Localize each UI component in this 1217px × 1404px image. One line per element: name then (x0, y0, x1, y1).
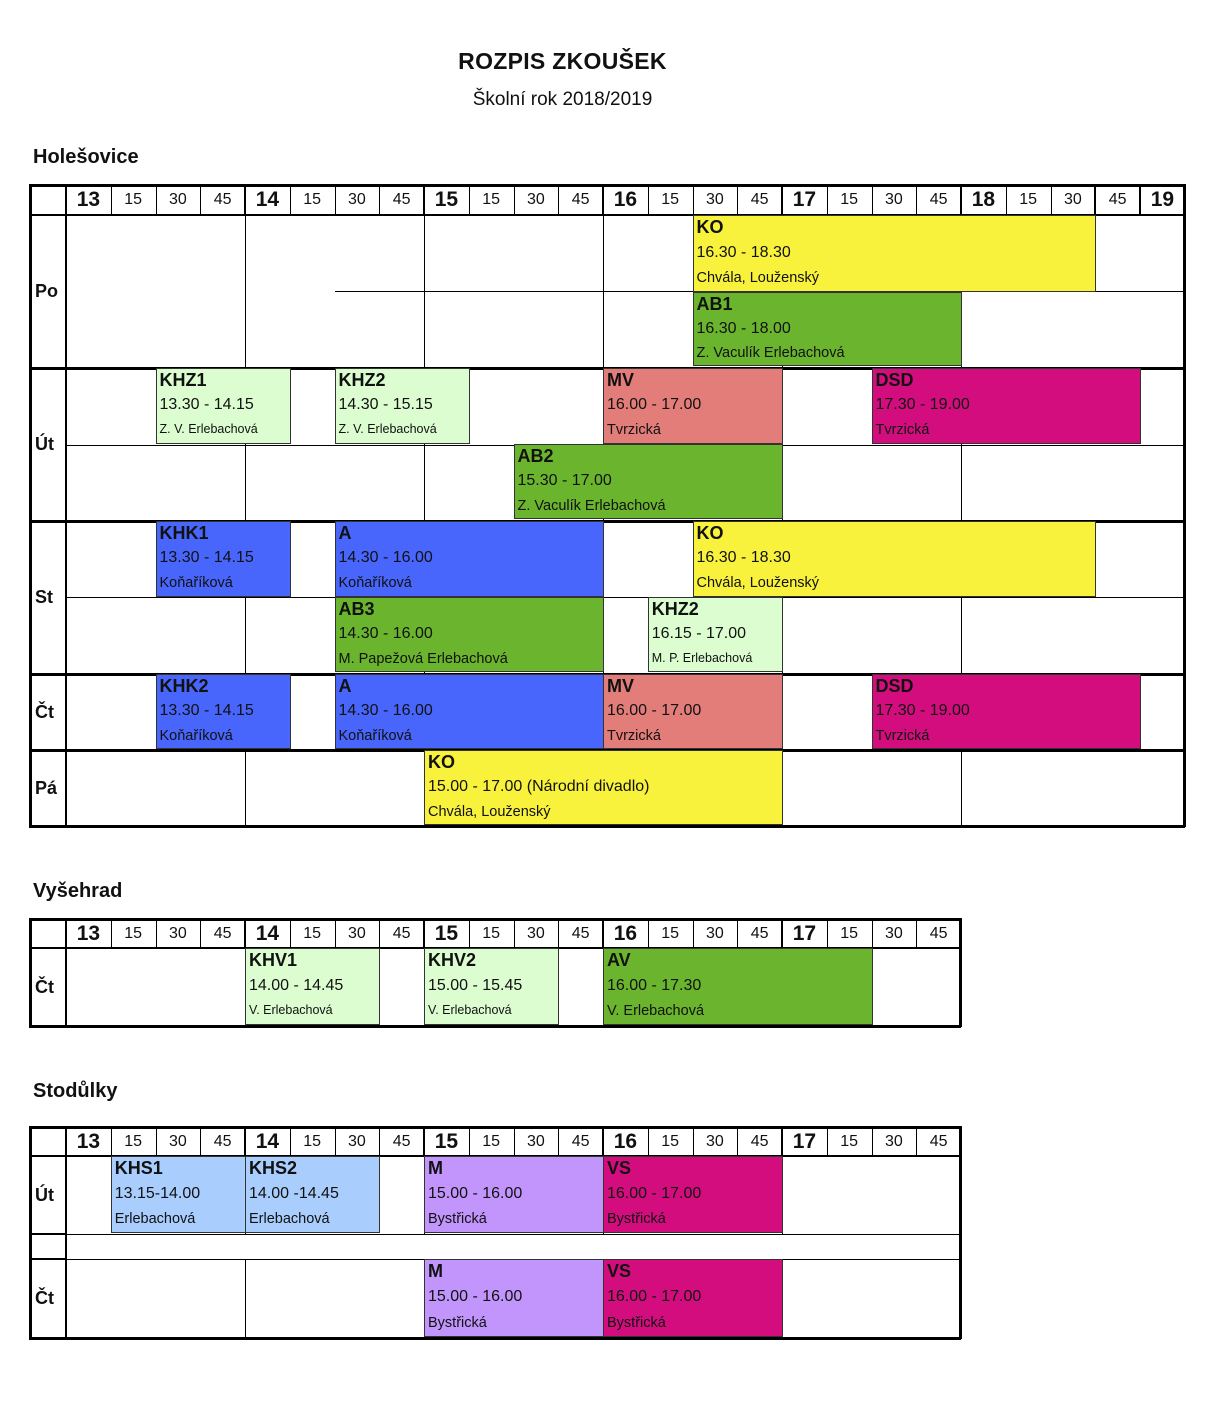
exam-teachers: Z. Vaculík Erlebachová (696, 345, 845, 361)
time-header-cell: 30 (168, 1132, 187, 1150)
exam-teachers: Z. V. Erlebachová (159, 422, 258, 436)
header-tick (200, 1127, 201, 1156)
exam-time: 13.30 - 14.15 (159, 396, 254, 413)
time-header-cell: 15 (303, 924, 322, 942)
hour-gridline (245, 750, 246, 826)
time-header-cell: 30 (705, 924, 724, 942)
exam-teachers: Koňaříková (338, 728, 412, 744)
exam-teachers: Koňaříková (338, 575, 412, 591)
exam-block (693, 292, 963, 366)
exam-teachers: M. Papežová Erlebachová (338, 651, 508, 667)
time-header-cell: 15 (434, 188, 459, 211)
exam-code: AB2 (517, 446, 554, 466)
exam-time: 16.00 - 17.00 (607, 702, 702, 719)
table-border-top (29, 918, 961, 921)
time-header-cell: 30 (168, 191, 187, 208)
header-tick (737, 1127, 738, 1156)
header-tick (558, 1127, 559, 1156)
exam-teachers: Bystřická (607, 1315, 666, 1331)
exam-code: MV (607, 370, 634, 390)
time-header-cell: 15 (661, 1132, 680, 1150)
time-header-cell: 45 (392, 1132, 411, 1150)
header-tick (781, 185, 783, 215)
exam-teachers: Chvála, Louženský (696, 575, 820, 591)
exam-block (424, 1259, 604, 1337)
time-header-cell: 13 (76, 921, 101, 945)
table-border-right (959, 1126, 962, 1339)
time-header-cell: 16 (613, 1129, 638, 1153)
header-tick (1051, 185, 1052, 215)
time-header-cell: 30 (526, 924, 545, 942)
exam-teachers: Koňaříková (159, 575, 233, 591)
day-label: Čt (35, 976, 54, 997)
header-tick (379, 919, 380, 948)
time-header-cell: 15 (840, 1132, 859, 1150)
time-header-cell: 45 (571, 191, 590, 208)
exam-block (335, 521, 605, 597)
time-header-cell: 14 (255, 188, 280, 211)
header-tick (514, 185, 515, 215)
exam-block (872, 368, 1142, 444)
time-header-cell: 30 (347, 924, 366, 942)
exam-time: 16.30 - 18.30 (696, 549, 791, 566)
exam-teachers: V. Erlebachová (607, 1003, 705, 1019)
header-tick (781, 919, 783, 948)
exam-code: VS (607, 1261, 632, 1281)
exam-block (648, 597, 783, 672)
exam-block (603, 368, 783, 444)
header-tick (872, 1127, 873, 1156)
exam-teachers: M. P. Erlebachová (651, 651, 753, 665)
time-header-cell: 15 (303, 191, 322, 208)
header-tick (290, 1127, 291, 1156)
exam-time: 16.30 - 18.30 (696, 244, 791, 261)
exam-block (156, 674, 291, 749)
time-header-cell: 45 (750, 191, 769, 208)
table-border-bottom (29, 825, 1185, 828)
exam-teachers: Chvála, Louženský (428, 804, 551, 820)
header-tick (1139, 185, 1141, 215)
table-border-right (959, 918, 962, 1027)
exam-time: 16.00 - 17.00 (607, 1288, 702, 1305)
header-tick (335, 185, 336, 215)
exam-time: 15.00 - 17.00 (Národní divadlo) (428, 778, 650, 795)
exam-time: 14.30 - 16.00 (338, 549, 433, 566)
time-header-cell: 14 (255, 921, 280, 945)
header-tick (693, 1127, 694, 1156)
header-tick (916, 919, 917, 948)
header-tick (827, 1127, 828, 1156)
day-label: Út (35, 1184, 54, 1205)
exam-block (424, 750, 783, 825)
header-tick (423, 1127, 425, 1156)
time-header-cell: 13 (76, 188, 101, 211)
day-label: Út (35, 434, 54, 454)
table-border-left (29, 918, 32, 1027)
header-tick (244, 1127, 246, 1156)
exam-code: DSD (875, 370, 914, 390)
exam-time: 14.00 - 14.45 (249, 977, 344, 994)
header-tick (558, 919, 559, 948)
exam-teachers: V. Erlebachová (428, 1003, 512, 1017)
header-tick (602, 185, 604, 215)
exam-code: KO (696, 523, 724, 543)
header-tick (379, 185, 380, 215)
time-header-cell: 15 (482, 924, 501, 942)
time-header-cell: 45 (213, 1132, 232, 1150)
day-label: St (35, 587, 53, 607)
header-tick (602, 1127, 604, 1156)
day-label: Čt (35, 701, 54, 722)
time-header-cell: 15 (124, 191, 143, 208)
exam-block (245, 1156, 380, 1233)
exam-time: 15.00 - 16.00 (428, 1288, 523, 1305)
exam-time: 13.30 - 14.15 (159, 549, 254, 566)
day-label: Čt (35, 1288, 54, 1308)
exam-teachers: Bystřická (607, 1211, 666, 1227)
exam-time: 16.00 - 17.00 (607, 396, 702, 413)
exam-block (603, 1259, 783, 1337)
exam-block (424, 1156, 604, 1233)
time-header-cell: 45 (750, 924, 769, 942)
time-header-cell: 30 (526, 1132, 545, 1150)
header-tick (469, 919, 470, 948)
header-tick (648, 185, 649, 215)
exam-teachers: Tvrzická (607, 422, 661, 438)
time-header-cell: 15 (303, 1132, 322, 1150)
time-header-cell: 30 (884, 191, 903, 208)
header-tick (872, 185, 873, 215)
header-tick (379, 1127, 380, 1156)
time-header-cell: 30 (884, 1132, 903, 1150)
exam-time: 16.15 - 17.00 (651, 625, 747, 642)
exam-block (156, 521, 291, 597)
day-label: Po (35, 281, 59, 301)
header-tick (290, 919, 291, 948)
header-tick (423, 185, 425, 215)
header-tick (514, 919, 515, 948)
time-header-cell: 15 (840, 924, 859, 942)
exam-code: M (428, 1261, 443, 1281)
exam-code: AB1 (696, 294, 733, 314)
table-border-bottom (29, 1025, 961, 1028)
exam-code: KHS2 (249, 1158, 298, 1178)
header-tick (827, 185, 828, 215)
exam-teachers: Z. Vaculík Erlebachová (517, 498, 666, 514)
header-tick (693, 919, 694, 948)
header-tick (693, 185, 694, 215)
header-tick (335, 919, 336, 948)
document-title: ROZPIS ZKOUŠEK (458, 48, 667, 74)
header-tick (558, 185, 559, 215)
exam-block (514, 444, 784, 519)
header-tick (916, 1127, 917, 1156)
exam-block (335, 597, 605, 672)
exam-code: KHS1 (114, 1158, 163, 1178)
header-tick (514, 1127, 515, 1156)
time-header-cell: 15 (661, 191, 680, 208)
day-column-divider (65, 185, 67, 826)
section-title-vysehrad: Vyšehrad (33, 880, 123, 902)
header-tick (916, 185, 917, 215)
time-header-cell: 45 (1108, 191, 1127, 208)
table-border-right (1183, 184, 1186, 827)
header-tick (648, 1127, 649, 1156)
time-header-cell: 45 (929, 191, 948, 208)
time-header-cell: 15 (434, 921, 459, 945)
header-tick (111, 1127, 112, 1156)
time-header-cell: 30 (347, 191, 366, 208)
exam-block (335, 674, 605, 749)
time-header-cell: 45 (213, 191, 232, 208)
exam-teachers: Bystřická (428, 1211, 487, 1227)
exam-time: 16.00 - 17.30 (607, 977, 702, 994)
exam-block (603, 948, 873, 1025)
exam-code: KHV1 (249, 950, 298, 970)
exam-time: 14.30 - 16.00 (338, 625, 433, 642)
time-header-cell: 30 (884, 924, 903, 942)
header-tick (781, 1127, 783, 1156)
exam-code: A (338, 523, 352, 543)
exam-teachers: Erlebachová (114, 1211, 196, 1227)
day-column-divider (65, 919, 67, 1026)
header-tick (648, 919, 649, 948)
time-header-cell: 30 (347, 1132, 366, 1150)
exam-code: KO (428, 752, 455, 772)
header-tick (156, 1127, 157, 1156)
time-header-cell: 18 (971, 188, 996, 211)
header-tick (335, 1127, 336, 1156)
header-tick (244, 919, 246, 948)
exam-teachers: V. Erlebachová (249, 1003, 333, 1017)
exam-block (872, 674, 1142, 749)
hour-gridline (245, 1259, 246, 1338)
time-header-cell: 30 (705, 1132, 724, 1150)
header-tick (602, 919, 604, 948)
time-header-cell: 19 (1150, 188, 1175, 211)
exam-block (424, 948, 559, 1025)
exam-time: 13.30 - 14.15 (159, 702, 254, 719)
exam-code: M (428, 1158, 443, 1178)
exam-time: 16.30 - 18.00 (696, 320, 791, 337)
time-header-cell: 17 (792, 921, 817, 945)
hour-gridline (961, 750, 962, 826)
time-header-cell: 17 (792, 1129, 817, 1153)
row-gridline (66, 1234, 960, 1235)
exam-code: KHK2 (159, 676, 209, 696)
header-tick (469, 185, 470, 215)
header-tick (737, 185, 738, 215)
section-title-stodulky: Stodůlky (33, 1080, 118, 1102)
time-header-cell: 15 (482, 1132, 501, 1150)
time-header-cell: 45 (392, 924, 411, 942)
exam-block (111, 1156, 246, 1233)
time-header-cell: 15 (124, 1132, 143, 1150)
day-divider (30, 1258, 66, 1260)
time-header-cell: 45 (750, 1132, 769, 1150)
table-border-bottom (29, 1337, 961, 1340)
exam-code: KHZ2 (651, 599, 699, 619)
header-tick (156, 919, 157, 948)
time-header-cell: 30 (168, 924, 187, 942)
time-header-cell: 30 (1063, 191, 1082, 208)
time-header-cell: 15 (124, 924, 143, 942)
time-header-cell: 15 (661, 924, 680, 942)
day-divider (30, 1233, 66, 1235)
time-header-cell: 15 (434, 1129, 459, 1153)
exam-time: 13.15-14.00 (114, 1185, 201, 1202)
time-header-cell: 45 (213, 924, 232, 942)
exam-time: 17.30 - 19.00 (875, 396, 970, 413)
exam-code: KHV2 (428, 950, 477, 970)
exam-time: 14.30 - 16.00 (338, 702, 433, 719)
header-tick (737, 919, 738, 948)
time-header-cell: 16 (613, 188, 638, 211)
exam-code: KHK1 (159, 523, 209, 543)
exam-block (245, 948, 380, 1025)
header-tick (827, 919, 828, 948)
exam-block (603, 1156, 783, 1233)
time-header-cell: 45 (392, 191, 411, 208)
header-tick (469, 1127, 470, 1156)
exam-time: 17.30 - 19.00 (875, 702, 970, 719)
exam-block (335, 368, 470, 444)
exam-time: 14.00 -14.45 (249, 1185, 339, 1202)
exam-teachers: Tvrzická (875, 728, 930, 744)
header-tick (200, 185, 201, 215)
table-border-top (29, 1126, 961, 1129)
header-tick (111, 185, 112, 215)
exam-teachers: Tvrzická (875, 422, 930, 438)
exam-code: DSD (875, 676, 914, 696)
time-header-cell: 15 (840, 191, 859, 208)
row-gridline (66, 597, 1184, 598)
header-tick (960, 185, 962, 215)
time-header-cell: 30 (705, 191, 724, 208)
exam-code: KO (696, 217, 724, 237)
time-header-cell: 13 (76, 1129, 101, 1153)
time-header-cell: 17 (792, 188, 817, 211)
exam-block (693, 521, 1097, 597)
exam-time: 14.30 - 15.15 (338, 396, 433, 413)
exam-teachers: Koňaříková (159, 728, 233, 744)
exam-teachers: Bystřická (428, 1315, 487, 1331)
exam-code: A (338, 676, 352, 696)
exam-block (156, 368, 291, 444)
table-border-top (29, 184, 1185, 187)
exam-block (693, 215, 1097, 292)
exam-time: 15.00 - 16.00 (428, 1185, 523, 1202)
exam-code: MV (607, 676, 634, 696)
exam-block (603, 674, 783, 749)
exam-code: AB3 (338, 599, 375, 619)
header-tick (111, 919, 112, 948)
exam-code: AV (607, 950, 631, 970)
time-header-cell: 15 (482, 191, 501, 208)
time-header-cell: 45 (571, 1132, 590, 1150)
time-header-cell: 16 (613, 921, 638, 945)
header-tick (872, 919, 873, 948)
time-header-cell: 45 (571, 924, 590, 942)
header-tick (1006, 185, 1007, 215)
header-tick (244, 185, 246, 215)
exam-teachers: Erlebachová (249, 1211, 330, 1227)
exam-code: KHZ2 (338, 370, 386, 390)
time-header-cell: 45 (929, 924, 948, 942)
exam-teachers: Z. V. Erlebachová (338, 422, 437, 436)
table-border-left (29, 184, 32, 827)
header-tick (1094, 185, 1096, 215)
exam-teachers: Chvála, Louženský (696, 270, 820, 286)
exam-time: 15.30 - 17.00 (517, 472, 612, 489)
exam-code: KHZ1 (159, 370, 207, 390)
time-header-cell: 45 (929, 1132, 948, 1150)
exam-code: VS (607, 1158, 632, 1178)
time-header-cell: 30 (526, 191, 545, 208)
header-tick (290, 185, 291, 215)
document-subtitle: Školní rok 2018/2019 (472, 89, 653, 110)
header-tick (156, 185, 157, 215)
time-header-cell: 14 (255, 1129, 280, 1153)
exam-time: 16.00 - 17.00 (607, 1185, 702, 1202)
time-header-cell: 15 (1019, 191, 1038, 208)
day-label: Pá (35, 777, 58, 798)
section-title-holesovice: Holešovice (33, 146, 139, 168)
hour-gridline (245, 215, 246, 368)
header-tick (200, 919, 201, 948)
header-tick (423, 919, 425, 948)
exam-time: 15.00 - 15.45 (428, 977, 523, 994)
exam-teachers: Tvrzická (607, 728, 661, 744)
